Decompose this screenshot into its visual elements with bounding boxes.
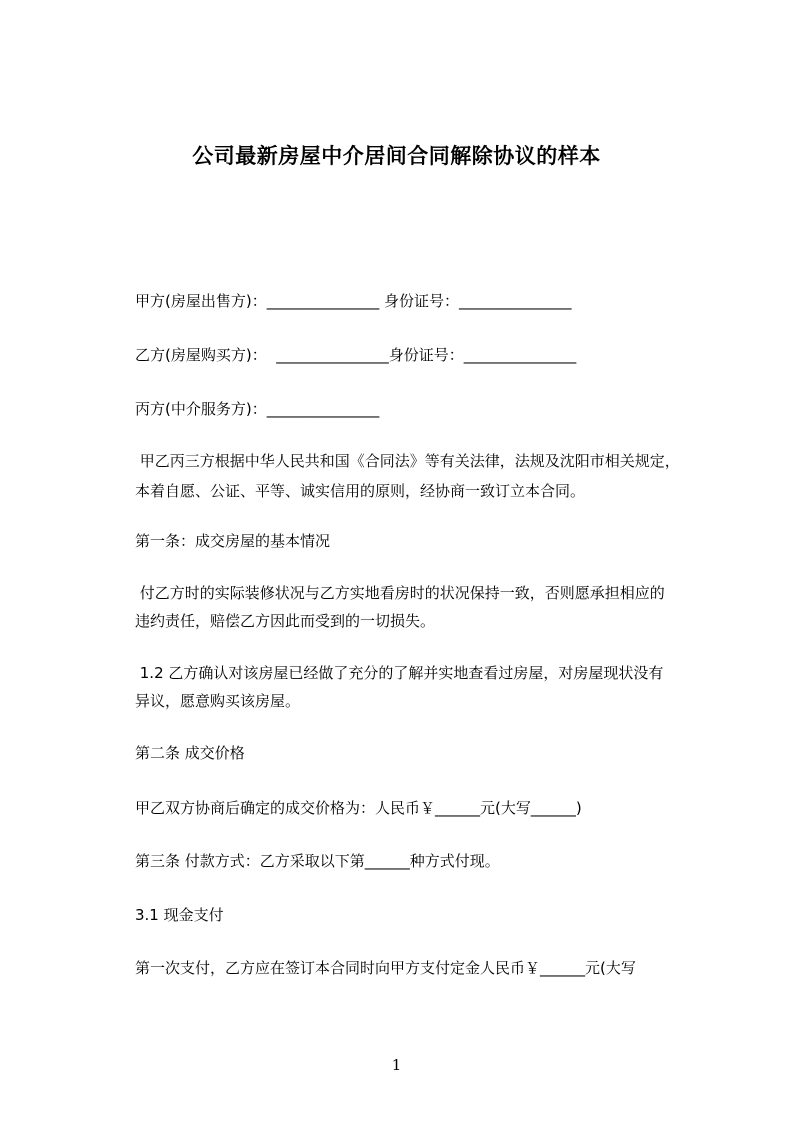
clause-1-2-line-1: 1.2 乙方确认对该房屋已经做了充分的了解并实地查看过房屋，对房屋现状没有 bbox=[135, 664, 664, 682]
article-2-heading: 第二条 成交价格 bbox=[135, 744, 245, 762]
article-1-heading: 第一条：成交房屋的基本情况 bbox=[135, 532, 331, 550]
article-1-text-line-2: 违约责任，赔偿乙方因此而受到的一切损失。 bbox=[135, 612, 436, 630]
document-title: 公司最新房屋中介居间合同解除协议的样本 bbox=[192, 144, 601, 168]
intro-line-2: 本着自愿、公证、平等、诚实信用的原则，经协商一致订立本合同。 bbox=[135, 482, 586, 500]
payment-first-line: 第一次支付，乙方应在签订本合同时向甲方支付定金人民币￥______元(大写 bbox=[135, 959, 636, 977]
party-c-line: 丙方(中介服务方)：_______________ bbox=[135, 400, 380, 418]
page-number: 1 bbox=[391, 1056, 402, 1074]
party-b-line: 乙方(房屋购买方)： _______________身份证号：_______________ bbox=[135, 346, 577, 364]
clause-3-1: 3.1 现金支付 bbox=[135, 906, 224, 924]
intro-line-1: 甲乙丙三方根据中华人民共和国《合同法》等有关法律，法规及沈阳市相关规定， bbox=[135, 452, 680, 470]
clause-1-2-line-2: 异议，愿意购买该房屋。 bbox=[135, 692, 301, 710]
article-3-heading: 第三条 付款方式：乙方采取以下第______种方式付现。 bbox=[135, 852, 500, 870]
party-a-line: 甲方(房屋出售方)：_______________ 身份证号：_______________ bbox=[135, 292, 572, 310]
article-2-text: 甲乙双方协商后确定的成交价格为：人民币￥______元(大写______) bbox=[135, 799, 582, 817]
article-1-text-line-1: 付乙方时的实际装修状况与乙方实地看房时的状况保持一致，否则愿承担相应的 bbox=[135, 584, 665, 602]
